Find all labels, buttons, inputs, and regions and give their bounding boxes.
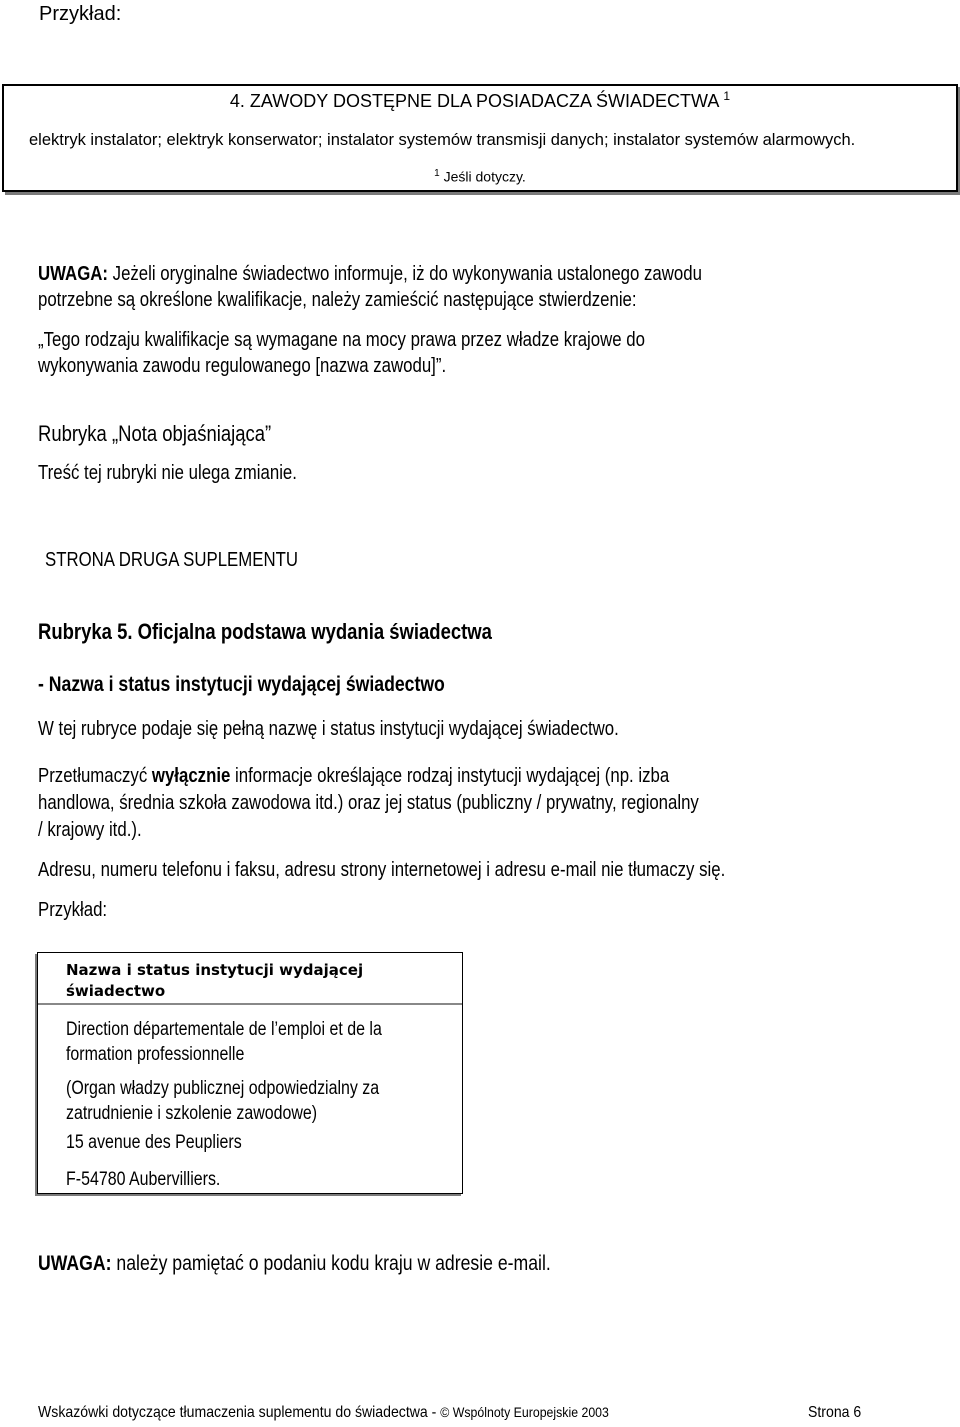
note2-label: UWAGA: — [38, 1252, 112, 1275]
footer — [38, 1404, 687, 1422]
footer-page-number — [808, 1404, 868, 1422]
rubryka5-text-2-line-3-content: / krajowy itd.). — [38, 819, 142, 841]
qualification-title — [4, 89, 956, 112]
footnote-mark: 1 — [434, 168, 440, 179]
note-line-1 — [38, 262, 828, 287]
rubryka5-text-2a: Przetłumaczyć — [38, 765, 152, 787]
example-header-line-1: Nazwa i status instytucji wydającej — [66, 961, 364, 979]
footer-page-text: Strona 6 — [808, 1404, 862, 1421]
rubryka5-subheading-text: - Nazwa i status instytucji wydającej świadectwo — [38, 673, 445, 696]
note-quote-line-1 — [38, 328, 761, 353]
example-body-line-3: (Organ władzy publicznej odpowiedzialny za — [66, 1078, 380, 1099]
rubryka5-text-2-line-2-content: handlowa, średnia szkoła zawodowa itd.) oraz jej status (publiczny / prywatny, regionalny — [38, 792, 699, 814]
qualification-title-text: 4. ZAWODY DOSTĘPNE DLA POSIADACZA ŚWIADECTWA — [229, 91, 719, 111]
example-body-line-6: F-54780 Aubervilliers. — [66, 1169, 221, 1190]
example-body-line-5: 15 avenue des Peupliers — [66, 1132, 242, 1153]
footer-copyright: © Wspólnoty Europejskie 2003 — [440, 1404, 609, 1420]
qualification-footnote — [4, 168, 956, 185]
rubryka5-text-1-content: W tej rubryce podaje się pełną nazwę i status instytucji wydającej świadectwo. — [38, 718, 619, 740]
example-body-line-4: zatrudnienie i szkolenie zawodowe) — [66, 1103, 318, 1124]
example-body-line-1: Direction départementale de l’emploi et de la — [66, 1019, 382, 1040]
qualification-box — [2, 84, 958, 192]
example-table-body-3 — [66, 1130, 275, 1155]
footnote-text: Jeśli dotyczy. — [443, 168, 526, 185]
rubryka5-text-1 — [38, 717, 729, 742]
example-table-body-2 — [66, 1076, 439, 1126]
footer-text: Wskazówki dotyczące tłumaczenia suplementu do świadectwa - — [38, 1404, 437, 1421]
note2-text: należy pamiętać o podaniu kodu kraju w adresie e-mail. — [116, 1252, 551, 1275]
example-table-body-4 — [66, 1167, 250, 1192]
rubryka5-text-3-content: Adresu, numeru telefonu i faksu, adresu strony internetowej i adresu e-mail nie tłumaczy się. — [38, 859, 726, 881]
rubryka5-heading — [38, 619, 578, 644]
section-heading — [45, 548, 346, 573]
example-body-line-2: formation professionnelle — [66, 1044, 245, 1065]
example-table-body — [66, 1017, 442, 1067]
rubryka5-label: Rubryka 5. — [38, 619, 133, 644]
note2 — [38, 1251, 648, 1276]
example-table-header-text — [66, 960, 363, 1002]
note-quote-text-2: wykonywania zawodu regulowanego [nazwa zawodu]”. — [38, 355, 447, 377]
rubryka5-subheading — [38, 672, 522, 697]
note-line-2 — [38, 288, 751, 313]
nota-text — [38, 461, 346, 486]
rubryka5-title: Oficjalna podstawa wydania świadectwa — [137, 619, 492, 644]
example-label — [38, 898, 120, 923]
qualification-title-footnote-mark: 1 — [723, 89, 731, 103]
nota-heading — [38, 421, 316, 446]
rubryka5-text-2b: informacje określające rodzaj instytucji wydającej (np. izba — [230, 765, 670, 787]
nota-heading-text: Rubryka „Nota objaśniająca” — [38, 421, 272, 446]
example-table-header — [38, 953, 462, 1005]
note-text-1: Jeżeli oryginalne świadectwo informuje, iż do wykonywania ustalonego zawodu — [112, 263, 702, 285]
rubryka5-text-3 — [38, 858, 856, 883]
example-table — [37, 952, 463, 1194]
note-text-2: potrzebne są określone kwalifikacje, należy zamieścić następujące stwierdzenie: — [38, 289, 637, 311]
rubryka5-text-2-line-3 — [38, 818, 161, 843]
section-heading-text: STRONA DRUGA SUPLEMENTU — [45, 549, 298, 571]
rubryka5-text-2-bold: wyłącznie — [151, 765, 231, 787]
intro-label: Przykład: — [39, 3, 122, 25]
example-header-line-2: świadectwo — [66, 982, 166, 1000]
qualification-list: elektryk instalator; elektryk konserwator; instalator systemów transmisji danych; instalator systemów alarmowych. — [29, 131, 856, 149]
note-quote-text-1: „Tego rodzaju kwalifikacje są wymagane na mocy prawa przez władze krajowe do — [38, 329, 645, 351]
nota-text-content: Treść tej rubryki nie ulega zmianie. — [38, 462, 297, 484]
rubryka5-text-2-line-2 — [38, 791, 825, 816]
rubryka5-text-2-line-1 — [38, 764, 789, 789]
note-quote-line-2 — [38, 354, 524, 379]
example-label-text: Przykład: — [38, 899, 108, 921]
note-label: UWAGA: — [38, 263, 108, 285]
